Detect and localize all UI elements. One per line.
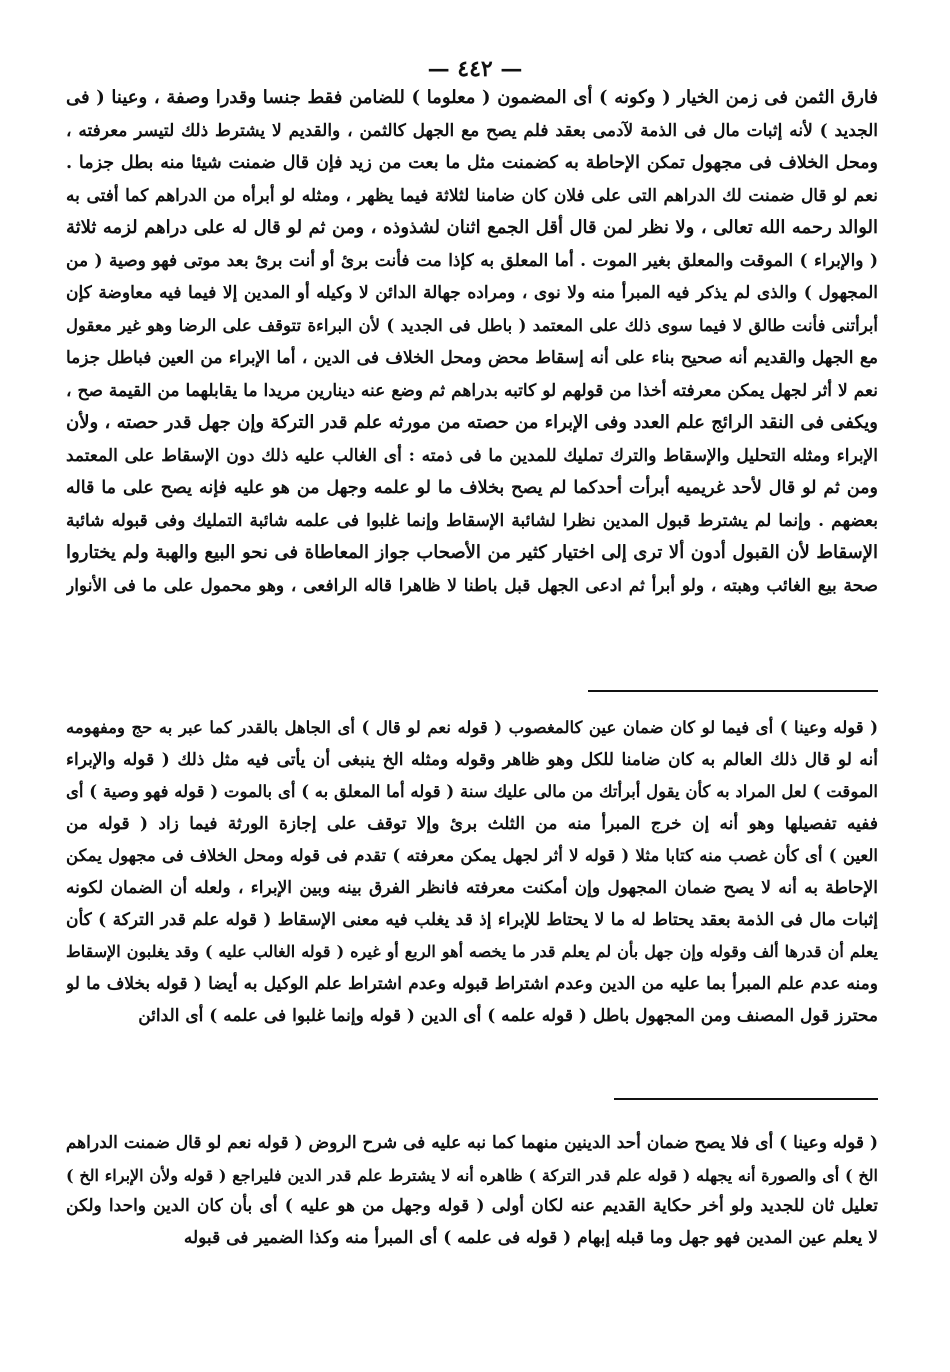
main-text-line: الإبراء ومثله التحليل والإسقاط والترك تمليك للمدين ما فى ذمته : أى الغالب عليه ذلك دون الإسقاط على المعتمد <box>66 445 878 466</box>
main-text-line: الجديد ) لأنه إثبات مال فى الذمة لآدمى بعقد فلم يصح مع الجهل كالثمن ، والقديم لا يشترط ذلك لتيسر معرفته ، <box>66 120 878 141</box>
main-text-line: صحة بيع الغائب وهبته ، ولو أبرأ ثم ادعى الجهل قبل باطنا لا ظاهرا قاله الرافعى ، وهو محمول على ما فى الأنوار <box>66 575 878 596</box>
main-text-line: الوالد رحمه الله تعالى ، ولا نظر لمن قال أقل الجمع اثنان لشذوذه ، ومن ثم لو قال له على دراهم لزمه ثلاثة <box>66 217 878 238</box>
main-text-line: نعم لا أثر لجهل يمكن معرفته أخذا من قولهم لو كاتبه بدراهم ثم وضع عنه دينارين مريدا ما يقابلهما من القيمة صح ، <box>66 380 878 401</box>
main-text-line: ومن ثم لو قال لأحد غريميه أبرأت أحدكما لم يصح بخلاف ما لو علمه وجهل من هو عليه فإنه يصح على ما قاله <box>66 478 878 498</box>
main-text-line: ومحل الخلاف فى مجهول تمكن الإحاطة به كضمنت مثل ما بعت من زيد فإن قال ضمنت شيئا منه بطل جزما . <box>66 153 878 173</box>
page-number: — ٤٤٢ — <box>427 56 523 82</box>
main-text-line: مع الجهل والقديم أنه صحيح بناء على أنه إسقاط محض ومحل الخلاف فى الدين ، أما الإبراء من العين فباطل جزما <box>66 348 878 368</box>
main-text-line: بعضهم . وإنما لم يشترط قبول المدين نظرا لشائبة الإسقاط وإنما غلبوا فى علمه شائبة التمليك وفى قبوله شائبة <box>66 510 878 531</box>
main-text-line: ويكفى فى النقد الرائج علم العدد وفى الإبراء من حصته من مورثه علم قدر التركة وإن جهل قدر حصته ، ولأن <box>66 412 878 433</box>
main-text-line: المجهول ) والذى لم يذكر فيه المبرأ منه ولا نوى ، ومراده جهالة الدائن لا وكيله أو المدين إلا فيما فيه معاوضة كإن <box>66 283 878 303</box>
main-text <box>66 82 878 602</box>
main-text-line: الإسقاط لأن القبول أدون ألا ترى إلى اختيار كثير من الأصحاب جواز المعاطاة فى نحو البيع والهبة ولم يختاروا <box>66 542 878 563</box>
main-text-line: نعم لو قال ضمنت لك الدراهم التى على فلان كان ضامنا لثلاثة فيما يظهر ، ومثله لو أبرأه من الدراهم كما أفتى به <box>66 185 878 206</box>
commentary-line: ومنه عدم علم المبرأ بما عليه من الدين وعدم اشتراط قبوله وعدم اشتراط علم الوكيل به أيضا ( قوله بخلاف ما لو <box>66 974 878 994</box>
commentary-line: الإحاطة به أنه لا يصح ضمان المجهول وإن أمكنت معرفته فانظر الفرق بينه وبين الإبراء ، ولعله أن الضمان لكونه <box>66 878 878 898</box>
gloss-line: تعليل ثان للجديد ولو أخر حكاية القديم عنه لكان أولى ( قوله وجهل من هو عليه ) أى بأن كان الدين واحدا ولكن <box>66 1196 878 1216</box>
commentary-line: إثبات مال فى الذمة بعقد يحتاط له ما لا يحتاط للإبراء إذ قد يغلب فيه معنى الإسقاط ( قوله علم قدر التركة ) كأن <box>66 910 878 930</box>
gloss-line: لا يعلم عين المدين فهو جهل وما قبله إبهام ( قوله فى علمه ) أى المبرأ منه وكذا الضمير فى قبوله <box>183 1227 878 1248</box>
commentary-line: العين ) أى كأن غصب منه كتابا مثلا ( قوله لا أثر لجهل يمكن معرفته ) تقدم فى قوله ومحل الخلاف فى مجهول يمكن <box>66 846 878 865</box>
commentary-line: محترز قول المصنف ومن المجهول باطل ( قوله علمه ) أى الدين ( قوله وإنما غلبوا فى علمه ) أى الدائن <box>138 1006 878 1026</box>
section-divider <box>588 690 878 692</box>
commentary-line: أنه لو قال ذلك العالم به كان ضامنا للكل وهو ظاهر وقوله ومثله الخ ينبغى أن يأتى فيه مثل ذلك ( قوله والإبراء <box>66 750 878 770</box>
commentary-line: يعلم أن قدرها ألف وقوله وإن جهل بأن لم يعلم قدر ما يخصه أهو الربع أو غيره ( قوله الغالب عليه ) وقد يغلبون الإسقاط <box>66 942 878 961</box>
commentary-text <box>66 712 878 1032</box>
main-text-line: ( والإبراء ) الموقت والمعلق بغير الموت . أما المعلق به كإذا مت فأنت برئ أو أنت برئ بعد موتى فهو وصية ( من <box>66 250 878 271</box>
commentary-line: ( قوله وعينا ) أى فيما لو كان ضمان عين كالمغصوب ( قوله نعم لو قال ) أى الجاهل بالقدر كما عبر به حج ومفهومه <box>66 718 878 737</box>
main-text-line: أبرأتنى فأنت طالق لا فيما سوى ذلك على المعتمد ( باطل فى الجديد ) لأن البراءة تتوقف على الرضا وهو غير معقول <box>66 315 878 335</box>
commentary-line: الموقت ) لعل المراد به كأن يقول أبرأتك من مالى عليك سنة ( قوله أما المعلق به ) أى بالموت ( قوله فهو وصية ) أى <box>66 782 878 801</box>
main-text-line: فارق الثمن فى زمن الخيار ( وكونه ) أى المضمون ( معلوما ) للضامن فقط جنسا وقدرا وصفة ، وعينا ( فى <box>66 87 878 108</box>
gloss-text <box>66 1128 878 1254</box>
gloss-line: الخ ) أى والصورة أنه يجهله ( قوله علم قدر التركة ) ظاهره أنه لا يشترط علم قدر الدين فليراجع ( قوله ولأن الإبراء الخ ) <box>66 1165 878 1185</box>
gloss-line: ( قوله وعينا ) أى فلا يصح ضمان أحد الدينين منهما كما نبه عليه فى شرح الروض ( قوله نعم لو قال ضمنت الدراهم <box>66 1133 878 1153</box>
commentary-line: ففيه تفصيلها وهو أنه إن خرج المبرأ منه من الثلث برئ وإلا توقف على إجازة الورثة فيما زاد ( قوله من <box>66 814 878 834</box>
section-divider <box>614 1098 878 1100</box>
